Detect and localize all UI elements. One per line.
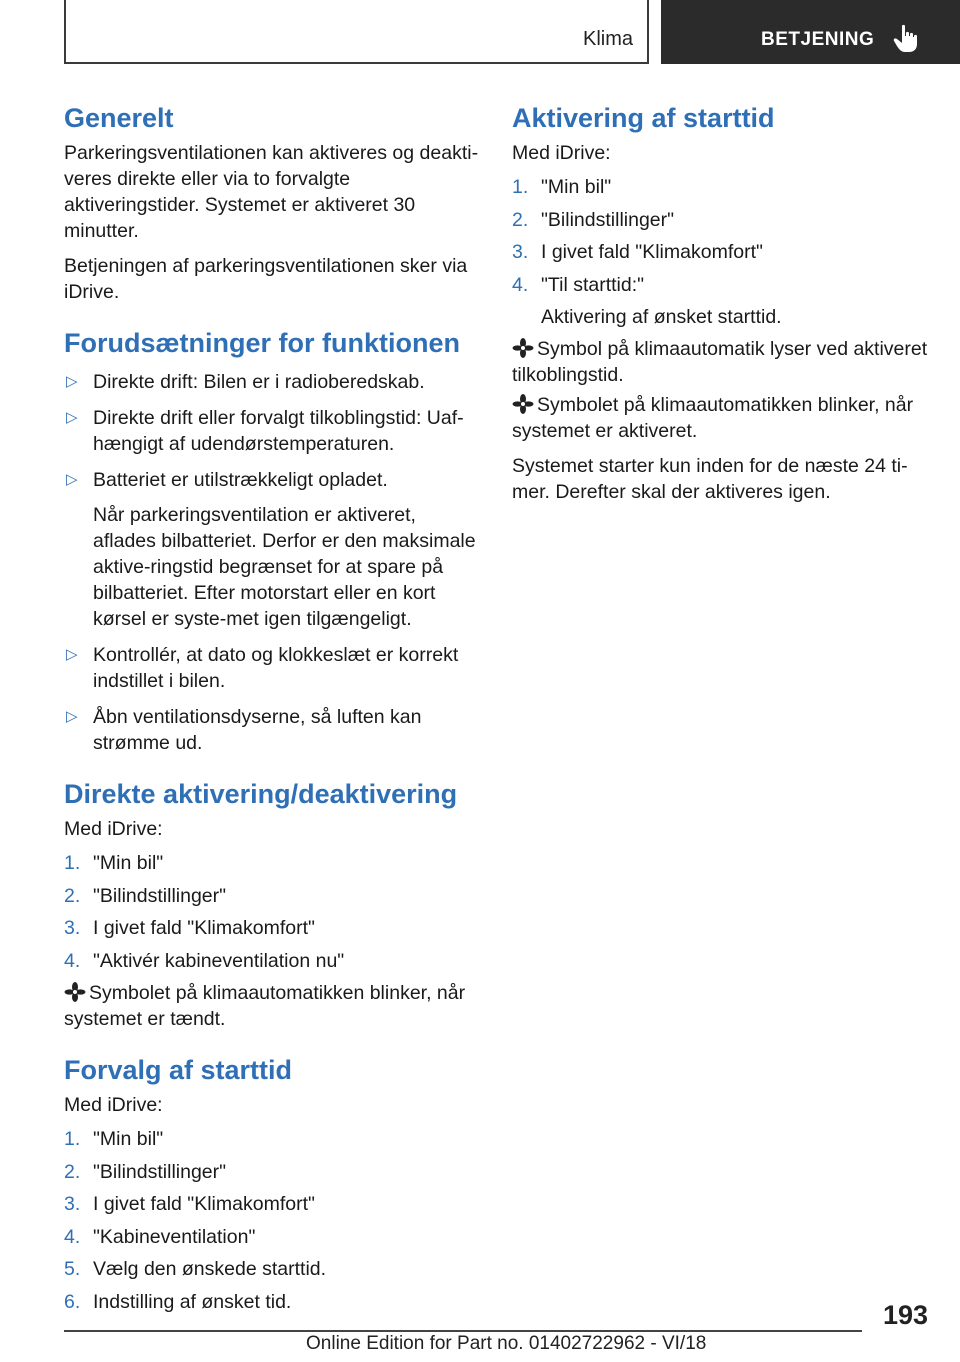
list-item-text: Direkte drift eller forvalgt tilkoblingstid: Uaf‐hængigt af udendørstemperaturen. — [93, 407, 464, 455]
aktivering-heading: Aktivering af starttid — [512, 103, 775, 133]
direkte-heading: Direkte aktivering/deaktivering — [64, 779, 458, 809]
step-number: 4. — [64, 1225, 81, 1248]
step-item — [64, 1224, 480, 1250]
step-number: 2. — [64, 884, 81, 907]
list-item — [64, 369, 480, 395]
direkte-icon-note — [64, 980, 480, 1032]
generelt-paragraph: Parkeringsventilationen kan aktiveres og deakti‐veres direkte eller via to forvalgte aktiveringstider. Systemet er aktiveret 30 minutter. — [64, 142, 479, 242]
step-item — [64, 883, 480, 909]
step-item — [512, 174, 928, 200]
aktivering-section — [512, 100, 928, 505]
header-chapter-tab — [661, 0, 960, 64]
step-text: "Aktivér kabineventilation nu" — [93, 949, 345, 972]
aktivering-intro: Med iDrive: — [512, 142, 611, 164]
step-number: 1. — [64, 1128, 81, 1150]
step-text: I givet fald "Klimakomfort" — [93, 1193, 315, 1215]
step-text: "Til starttid:" — [541, 273, 645, 296]
footer-edition: Online Edition for Part no. 01402722962 - VI/18 — [306, 1333, 707, 1354]
step-text: Indstilling af ønsket tid. — [93, 1290, 292, 1313]
pointing-hand-icon — [893, 24, 919, 54]
fan-icon — [64, 982, 86, 1002]
step-item — [64, 850, 480, 876]
generelt-section — [64, 100, 480, 305]
forvalg-intro: Med iDrive: — [64, 1094, 163, 1116]
list-item — [64, 704, 480, 756]
list-item — [64, 642, 480, 694]
step-text: "Kabineventilation" — [93, 1225, 256, 1248]
header-section-tab — [64, 0, 649, 64]
step-item — [512, 239, 928, 265]
generelt-paragraph: Betjeningen af parkeringsventilationen sker via iDrive. — [64, 255, 468, 303]
list-item — [64, 467, 480, 632]
triangle-bullet-icon: ▷ — [66, 373, 78, 390]
step-number: 1. — [512, 176, 529, 198]
forvalg-steps — [64, 1126, 480, 1315]
triangle-bullet-icon: ▷ — [66, 708, 78, 725]
step-number: 3. — [64, 1193, 81, 1215]
step-number: 3. — [512, 241, 529, 263]
triangle-bullet-icon: ▷ — [66, 471, 78, 488]
aktivering-icon-note — [512, 392, 928, 444]
forudsaetninger-list — [64, 369, 480, 756]
step-item — [64, 1256, 480, 1282]
icon-note-text: Symbol på klimaautomatik lyser ved aktiveret tilkoblingstid. — [512, 338, 928, 386]
list-item-subtext: Når parkeringsventilation er aktiveret, aflades bilbatteriet. Derfor er den maksimale aktive‐ringstid begrænset for at spare på bilbatteriet. Efter motorstart eller en kort kørsel er syste‐met igen tilgængeligt. — [93, 504, 476, 630]
step-text: "Min bil" — [93, 852, 164, 874]
aktivering-closing: Systemet starter kun inden for de næste 24 ti‐mer. Derefter skal der aktiveres igen. — [512, 455, 908, 503]
list-item — [64, 405, 480, 457]
step-text: "Bilindstillinger" — [93, 1160, 227, 1183]
step-number: 4. — [64, 949, 81, 972]
list-item-text: Åbn ventilationsdyserne, så luften kan strømme ud. — [93, 706, 422, 754]
step-item — [64, 948, 480, 974]
step-item — [64, 1191, 480, 1217]
step-number: 4. — [512, 273, 529, 296]
header-chapter-title: BETJENING — [761, 29, 875, 50]
generelt-heading: Generelt — [64, 103, 174, 133]
header-section-title: Klima — [582, 28, 633, 50]
fan-icon — [512, 394, 534, 414]
step-text: "Bilindstillinger" — [541, 208, 675, 231]
step-subtext: Aktivering af ønsket starttid. — [541, 305, 782, 328]
forudsaetninger-section — [64, 325, 480, 756]
list-item-text: Kontrollér, at dato og klokkeslæt er korrekt indstillet i bilen. — [93, 644, 459, 692]
step-text: "Bilindstillinger" — [93, 884, 227, 907]
step-number: 3. — [64, 917, 81, 939]
step-text: Vælg den ønskede starttid. — [93, 1258, 327, 1280]
icon-note-text: Symbolet på klimaautomatikken blinker, når systemet er tændt. — [64, 982, 466, 1030]
step-text: "Min bil" — [541, 176, 612, 198]
footer-divider — [64, 1330, 862, 1332]
forvalg-section — [64, 1052, 480, 1315]
fan-icon — [512, 338, 534, 358]
aktivering-icon-note — [512, 336, 928, 388]
step-number: 6. — [64, 1290, 81, 1313]
forvalg-heading: Forvalg af starttid — [64, 1055, 293, 1085]
direkte-section — [64, 776, 480, 1032]
step-item — [64, 1289, 480, 1315]
step-item — [64, 1126, 480, 1152]
step-number: 5. — [64, 1258, 81, 1280]
step-text: I givet fald "Klimakomfort" — [93, 917, 315, 939]
forudsaetninger-heading: Forudsætninger for funktionen — [64, 328, 460, 358]
step-number: 2. — [64, 1160, 81, 1183]
list-item-text: Direkte drift: Bilen er i radioberedskab. — [93, 371, 425, 393]
triangle-bullet-icon: ▷ — [66, 409, 78, 426]
step-text: I givet fald "Klimakomfort" — [541, 241, 763, 263]
step-text: "Min bil" — [93, 1128, 164, 1150]
step-item — [512, 207, 928, 233]
step-item — [64, 1159, 480, 1185]
step-item — [512, 272, 928, 330]
aktivering-steps — [512, 174, 928, 330]
step-number: 1. — [64, 852, 81, 874]
step-number: 2. — [512, 208, 529, 231]
step-item — [64, 915, 480, 941]
list-item-text: Batteriet er utilstrækkeligt opladet. — [93, 469, 388, 491]
right-column — [512, 100, 928, 505]
page-number: 193 — [882, 1300, 928, 1330]
direkte-intro: Med iDrive: — [64, 818, 163, 840]
left-column — [64, 100, 480, 1321]
direkte-steps — [64, 850, 480, 974]
triangle-bullet-icon: ▷ — [66, 646, 78, 663]
icon-note-text: Symbolet på klimaautomatikken blinker, når systemet er aktiveret. — [512, 394, 914, 442]
